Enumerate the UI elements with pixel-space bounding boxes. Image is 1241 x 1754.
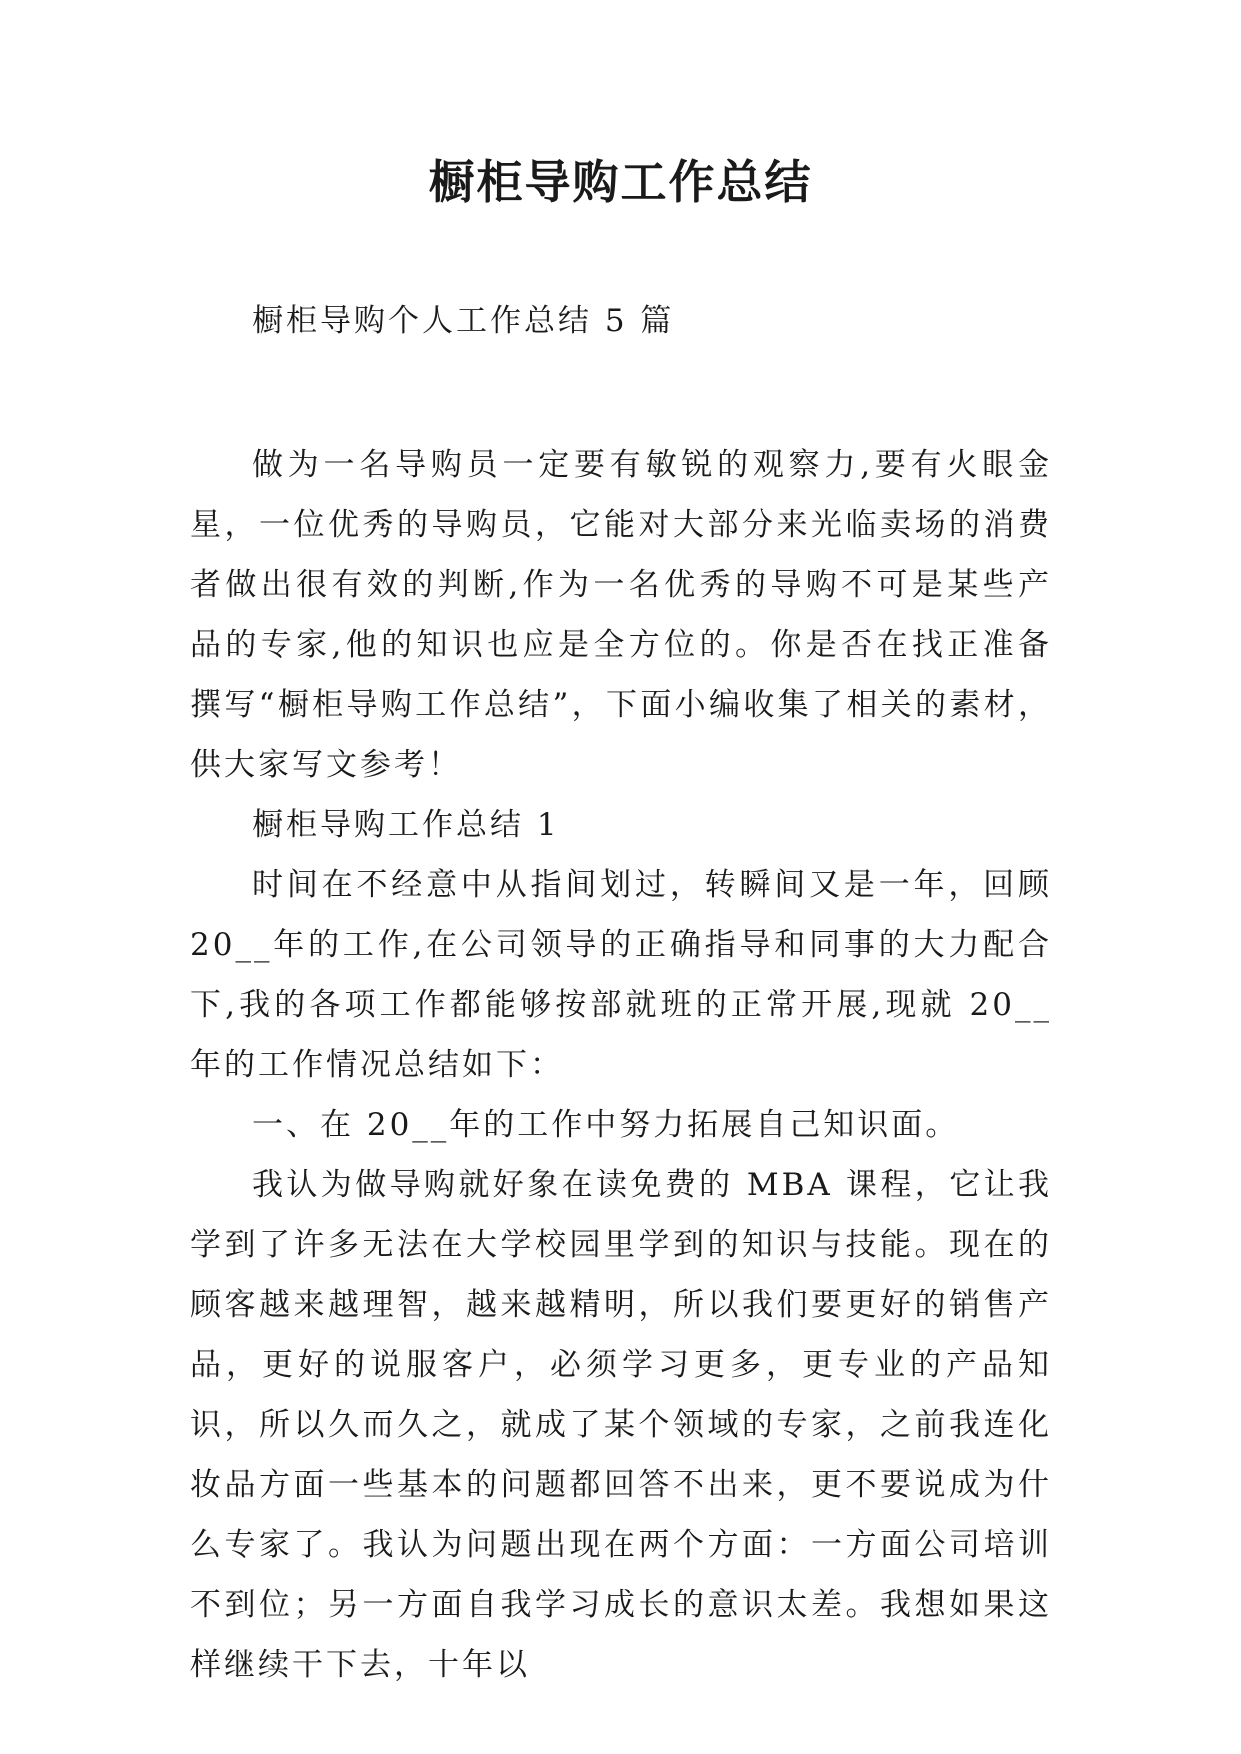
paragraph-intro: 做为一名导购员一定要有敏锐的观察力,要有火眼金星，一位优秀的导购员，它能对大部分来光临卖场的消费者做出很有效的判断,作为一名优秀的导购不可是某些产品的专家,他的知识也应是全方位的。你是否在找正准备撰写“橱柜导购工作总结”，下面小编收集了相关的素材，供大家写文参考！ [190,447,1052,783]
document-body [190,291,1052,1695]
document-subtitle: 橱柜导购个人工作总结 5 篇 [252,303,675,339]
paragraph-review: 时间在不经意中从指间划过，转瞬间又是一年，回顾 20__年的工作,在公司领导的正确指导和同事的大力配合下,我的各项工作都能够按部就班的正常开展,现就 20__年的工作情况总结如下： [190,867,1052,1083]
section-heading-1: 橱柜导购工作总结 1 [252,807,560,843]
section-point-1: 一、在 20__年的工作中努力拓展自己知识面。 [252,1107,960,1143]
paragraph-learning: 我认为做导购就好象在读免费的 MBA 课程，它让我学到了许多无法在大学校园里学到的知识与技能。现在的顾客越来越理智，越来越精明，所以我们要更好的销售产品，更好的说服客户，必须学习更多，更专业的产品知识，所以久而久之，就成了某个领域的专家，之前我连化妆品方面一些基本的问题都回答不出来，更不要说成为什么专家了。我认为问题出现在两个方面：一方面公司培训不到位；另一方面自我学习成长的意识太差。我想如果这样继续干下去，十年以 [190,1167,1052,1683]
document-title: 橱柜导购工作总结 [428,155,813,209]
